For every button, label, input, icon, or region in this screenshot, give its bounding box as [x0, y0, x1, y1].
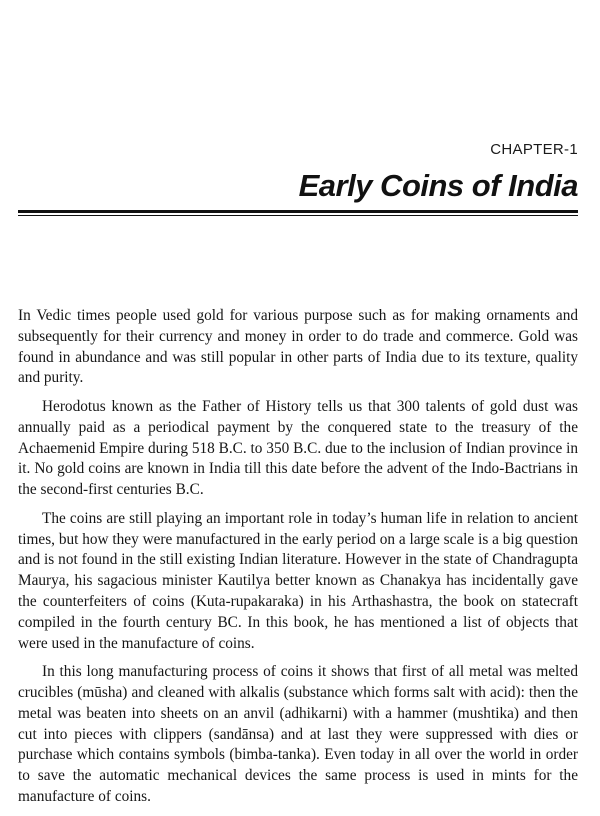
- paragraph-4: In this long manufacturing process of coins it shows that first of all metal was melted crucibles (mūsha) and cleaned with alkalis (substance which forms salt with acid): then the metal was beaten into sheets on an anvil (adhikarni) with a hammer (mushtika) and then cut into pieces with clippers (sandānsa) and at last they were suppressed with dies or purchase which contains symbols (bimba-tanka). Even today in all over the world in order to save the automatic mechanical devices the same process is used in mints for the manufacture of coins.: [18, 663, 578, 805]
- paragraph-3: The coins are still playing an important role in today’s human life in relation to ancient times, but how they were manufactured in the early period on a large scale is a big question and is not found in the still existing Indian literature. However in the state of Chandragupta Maurya, his sagacious minister Kautilya better known as Chanakya has incidentally gave the counterfeiters of coins (Kuta-rupakaraka) in his Arthashastra, the book on statecraft compiled in the fourth century BC. In this book, he has mentioned a list of objects that were used in the manufacture of coins.: [18, 509, 578, 652]
- chapter-title: Early Coins of India: [298, 168, 578, 203]
- chapter-label: CHAPTER-1: [490, 141, 578, 158]
- paragraph-1: In Vedic times people used gold for various purpose such as for making ornaments and subsequently for their currency and money in order to do trade and commerce. Gold was found in abundance and was still popular in other parts of India due to its texture, quality and purity.: [18, 307, 578, 387]
- paragraph-2: Herodotus known as the Father of History tells us that 300 talents of gold dust was annually paid as a periodical payment by the conquered state to the treasury of the Achaemenid Empire during 518 B.C. to 350 B.C. due to the inclusion of Indian province in it. No gold coins are known in India till this date before the advent of the Indo-Bactrians in the second-first centuries B.C.: [18, 397, 578, 499]
- chapter-body: [18, 306, 578, 816]
- title-rule-thick: [18, 210, 578, 213]
- title-rule-thin: [18, 215, 578, 216]
